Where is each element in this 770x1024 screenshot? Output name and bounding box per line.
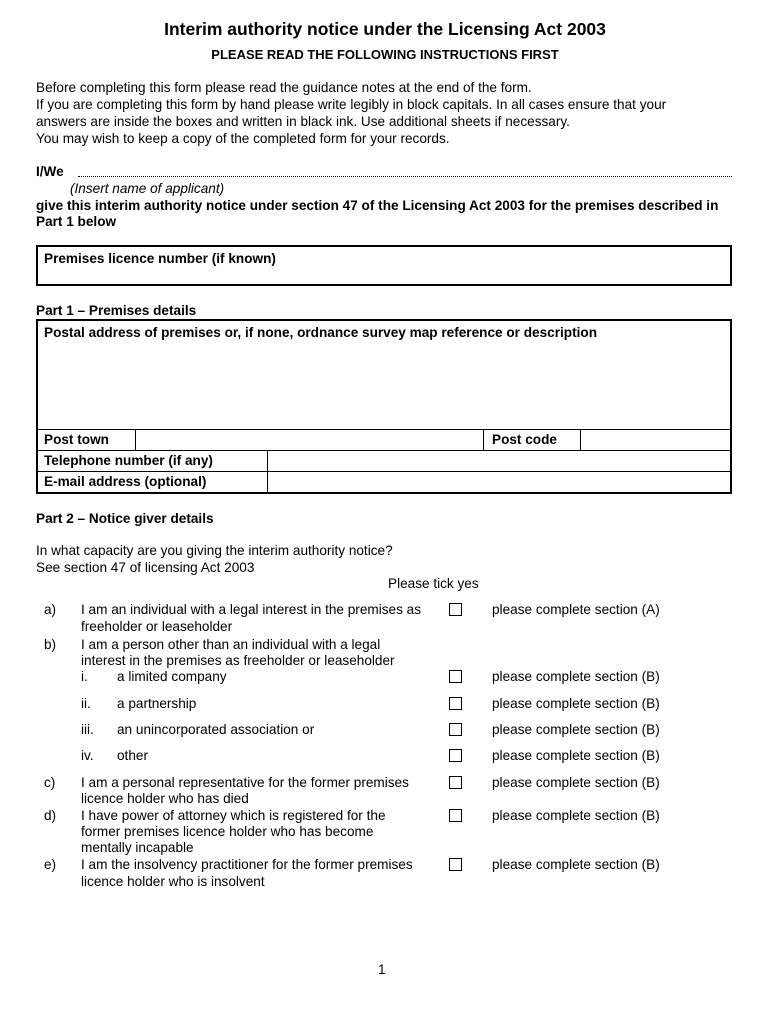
post-town-label: Post town [44, 432, 109, 447]
option-letter: d) [44, 808, 57, 823]
sub-option-numeral: iv. [81, 748, 94, 763]
instructions-heading: PLEASE READ THE FOLLOWING INSTRUCTIONS FIRST [211, 47, 559, 62]
sub-option-text: other [117, 748, 148, 763]
intro-line: You may wish to keep a copy of the completed form for your records. [36, 131, 450, 146]
option-text: former premises licence holder who has become [81, 824, 374, 839]
option-b-i-checkbox[interactable] [449, 670, 462, 683]
applicant-hint: (Insert name of applicant) [70, 181, 225, 196]
sub-option-text: a limited company [117, 669, 227, 684]
option-action: please complete section (B) [492, 669, 660, 684]
applicant-label: I/We [36, 164, 64, 179]
option-letter: e) [44, 857, 57, 872]
intro-instructions [36, 80, 736, 148]
sub-option-numeral: ii. [81, 696, 91, 711]
post-code-input[interactable] [581, 430, 730, 450]
option-text: licence holder who is insolvent [81, 874, 265, 889]
telephone-label: Telephone number (if any) [44, 453, 213, 468]
premises-details-box [36, 319, 732, 494]
option-text: freeholder or leaseholder [81, 619, 233, 634]
sub-option-text: an unincorporated association or [117, 722, 315, 737]
option-letter: a) [44, 602, 57, 617]
sub-option-numeral: i. [81, 669, 88, 684]
capacity-question: In what capacity are you giving the interim authority notice? [36, 543, 393, 558]
intro-line: Before completing this form please read the guidance notes at the end of the form. [36, 80, 532, 95]
option-text: I am the insolvency practitioner for the former premises [81, 857, 413, 872]
telephone-input[interactable] [268, 451, 730, 471]
option-text: mentally incapable [81, 840, 194, 855]
capacity-reference: See section 47 of licensing Act 2003 [36, 560, 255, 575]
option-text: I am a personal representative for the former premises [81, 775, 409, 790]
option-text: licence holder who has died [81, 791, 249, 806]
option-c-checkbox[interactable] [449, 776, 462, 789]
option-letter: b) [44, 637, 57, 652]
form-title: Interim authority notice under the Licensing Act 2003 [164, 19, 606, 39]
option-a-checkbox[interactable] [449, 603, 462, 616]
part1-heading: Part 1 – Premises details [36, 303, 197, 318]
email-label: E-mail address (optional) [44, 474, 207, 489]
postal-address-label: Postal address of premises or, if none, ordnance survey map reference or description [44, 325, 597, 340]
option-action: please complete section (B) [492, 857, 660, 872]
option-action: please complete section (B) [492, 808, 660, 823]
option-action: please complete section (B) [492, 722, 660, 737]
part2-heading: Part 2 – Notice giver details [36, 511, 214, 526]
intro-line: answers are inside the boxes and written in black ink. Use additional sheets if necessary. [36, 114, 570, 129]
divider [483, 429, 484, 450]
statement-line: Part 1 below [36, 214, 117, 229]
applicant-name-field[interactable] [78, 176, 732, 177]
option-text: interest in the premises as freeholder or leaseholder [81, 653, 395, 668]
option-e-checkbox[interactable] [449, 858, 462, 871]
page-number: 1 [378, 962, 386, 977]
tick-instruction: Please tick yes [388, 576, 479, 591]
option-b-ii-checkbox[interactable] [449, 697, 462, 710]
option-text: I am a person other than an individual with a legal [81, 637, 381, 652]
post-town-input[interactable] [136, 430, 483, 450]
email-input[interactable] [268, 472, 730, 492]
sub-option-text: a partnership [117, 696, 197, 711]
option-text: I have power of attorney which is registered for the [81, 808, 386, 823]
option-text: I am an individual with a legal interest in the premises as [81, 602, 422, 617]
premises-licence-number-box[interactable] [36, 245, 732, 286]
sub-option-numeral: iii. [81, 722, 94, 737]
option-action: please complete section (B) [492, 696, 660, 711]
premises-licence-number-label: Premises licence number (if known) [44, 251, 276, 266]
option-d-checkbox[interactable] [449, 809, 462, 822]
option-action: please complete section (A) [492, 602, 660, 617]
option-action: please complete section (B) [492, 775, 660, 790]
option-b-iii-checkbox[interactable] [449, 723, 462, 736]
intro-line: If you are completing this form by hand please write legibly in block capitals. In all cases ensure that your [36, 97, 667, 112]
option-action: please complete section (B) [492, 748, 660, 763]
postal-address-input[interactable] [38, 343, 730, 429]
post-code-label: Post code [492, 432, 557, 447]
option-b-iv-checkbox[interactable] [449, 749, 462, 762]
statement-line: give this interim authority notice under section 47 of the Licensing Act 2003 for the premises described in [36, 198, 719, 213]
option-letter: c) [44, 775, 56, 790]
